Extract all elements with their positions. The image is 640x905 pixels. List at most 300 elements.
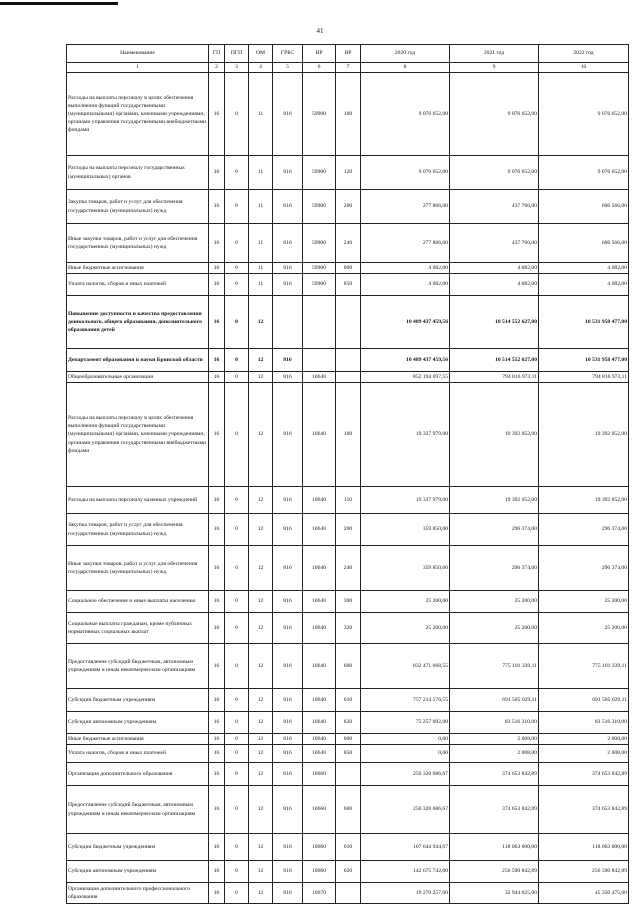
row-grbs: 816 <box>273 712 303 734</box>
row-om: 12 <box>249 834 273 861</box>
row-vr: 620 <box>336 712 361 734</box>
row-amount-2021: 2 008,00 <box>450 734 539 745</box>
row-name: Уплата налогов, сборов и иных платежей <box>67 274 209 296</box>
table-row <box>67 591 629 613</box>
row-np <box>303 296 336 349</box>
row-grbs: 816 <box>273 274 303 296</box>
row-amount-2020: 10 489 437 459,56 <box>361 349 450 372</box>
column-number: 2 <box>209 63 225 73</box>
row-gp: 16 <box>209 349 225 372</box>
row-om: 12 <box>249 514 273 546</box>
row-np: 59900 <box>303 156 336 190</box>
table-row <box>67 883 629 904</box>
row-gp: 16 <box>209 644 225 689</box>
column-number-row <box>67 63 629 73</box>
row-om: 12 <box>249 883 273 904</box>
table-row <box>67 613 629 644</box>
row-grbs: 816 <box>273 644 303 689</box>
row-np: 59900 <box>303 274 336 296</box>
row-gp: 16 <box>209 190 225 224</box>
row-amount-2021: 32 944 625,00 <box>450 883 539 904</box>
row-amount-2020: 250 320 686,67 <box>361 763 450 786</box>
row-name: Общеобразовательные организации <box>67 372 209 383</box>
header-2022: 2022 год <box>539 45 629 63</box>
row-om: 11 <box>249 274 273 296</box>
row-amount-2022: 118 063 000,00 <box>539 834 629 861</box>
row-gp: 16 <box>209 372 225 383</box>
row-grbs: 816 <box>273 263 303 274</box>
row-pgp: 0 <box>225 834 249 861</box>
header-pgp: ПГП <box>225 45 249 63</box>
column-number: 7 <box>336 63 361 73</box>
row-grbs: 816 <box>273 487 303 514</box>
row-amount-2022: 2 008,00 <box>539 734 629 745</box>
row-om: 12 <box>249 487 273 514</box>
row-grbs: 816 <box>273 190 303 224</box>
row-amount-2020: 25 200,00 <box>361 591 450 613</box>
row-pgp: 0 <box>225 861 249 883</box>
row-pgp: 0 <box>225 786 249 834</box>
row-om: 12 <box>249 786 273 834</box>
row-name: Расходы на выплаты персоналу казенных учреждений <box>67 487 209 514</box>
table-row <box>67 834 629 861</box>
row-np: 10640 <box>303 546 336 591</box>
row-vr: 800 <box>336 734 361 745</box>
row-amount-2020: 832 471 668,55 <box>361 644 450 689</box>
row-gp: 16 <box>209 383 225 487</box>
row-gp: 16 <box>209 274 225 296</box>
header-np: НР <box>303 45 336 63</box>
row-grbs: 816 <box>273 546 303 591</box>
row-np: 10670 <box>303 883 336 904</box>
row-amount-2022: 19 392 052,00 <box>539 487 629 514</box>
row-pgp: 0 <box>225 712 249 734</box>
row-amount-2022: 10 531 958 477,00 <box>539 349 629 372</box>
row-om: 12 <box>249 644 273 689</box>
row-amount-2021: 374 653 842,89 <box>450 763 539 786</box>
row-amount-2021: 9 076 652,00 <box>450 156 539 190</box>
row-vr: 240 <box>336 224 361 263</box>
row-vr: 850 <box>336 745 361 763</box>
row-pgp: 0 <box>225 224 249 263</box>
row-vr <box>336 372 361 383</box>
row-grbs: 816 <box>273 786 303 834</box>
table-row <box>67 786 629 834</box>
row-pgp: 0 <box>225 613 249 644</box>
row-np: 10640 <box>303 514 336 546</box>
row-name: Социальные выплаты гражданам, кроме публичных нормативных социальных выплат <box>67 613 209 644</box>
row-amount-2021: 691 585 029,11 <box>450 689 539 712</box>
row-gp: 16 <box>209 224 225 263</box>
header-vr: ВР <box>336 45 361 63</box>
row-amount-2022: 374 653 842,89 <box>539 763 629 786</box>
row-np: 59900 <box>303 263 336 274</box>
row-amount-2020: 19 337 979,00 <box>361 383 450 487</box>
row-om: 12 <box>249 372 273 383</box>
row-pgp: 0 <box>225 73 249 156</box>
row-om: 12 <box>249 613 273 644</box>
row-gp: 16 <box>209 834 225 861</box>
row-amount-2021: 2 008,00 <box>450 745 539 763</box>
row-amount-2021: 256 590 842,89 <box>450 861 539 883</box>
row-gp: 16 <box>209 883 225 904</box>
row-amount-2020: 19 337 979,00 <box>361 487 450 514</box>
row-pgp: 0 <box>225 591 249 613</box>
table-row <box>67 712 629 734</box>
row-pgp: 0 <box>225 296 249 349</box>
row-amount-2021: 9 076 652,00 <box>450 73 539 156</box>
row-om: 12 <box>249 734 273 745</box>
row-gp: 16 <box>209 613 225 644</box>
row-np: 10660 <box>303 861 336 883</box>
row-amount-2020: 9 076 652,00 <box>361 73 450 156</box>
table-row <box>67 644 629 689</box>
column-number: 6 <box>303 63 336 73</box>
row-gp: 16 <box>209 786 225 834</box>
row-amount-2022: 691 585 029,11 <box>539 689 629 712</box>
row-amount-2021: 775 101 339,11 <box>450 644 539 689</box>
row-name: Иные закупки товаров, работ и услуг для обеспечения государственных (муниципальных) нужд <box>67 224 209 263</box>
table-row <box>67 487 629 514</box>
row-om: 12 <box>249 296 273 349</box>
row-amount-2022: 606 566,00 <box>539 190 629 224</box>
row-gp: 16 <box>209 296 225 349</box>
row-np: 59900 <box>303 190 336 224</box>
row-om: 12 <box>249 763 273 786</box>
row-amount-2020: 852 194 697,55 <box>361 372 450 383</box>
row-grbs: 816 <box>273 861 303 883</box>
page-number: 41 <box>316 27 324 35</box>
row-vr: 320 <box>336 613 361 644</box>
row-amount-2020: 25 200,00 <box>361 613 450 644</box>
row-amount-2022: 606 566,00 <box>539 224 629 263</box>
row-gp: 16 <box>209 487 225 514</box>
row-pgp: 0 <box>225 734 249 745</box>
row-vr: 300 <box>336 591 361 613</box>
row-gp: 16 <box>209 712 225 734</box>
row-grbs: 816 <box>273 156 303 190</box>
row-amount-2021: 4 082,00 <box>450 274 539 296</box>
row-pgp: 0 <box>225 263 249 274</box>
row-np: 10640 <box>303 372 336 383</box>
row-amount-2022: 775 101 339,11 <box>539 644 629 689</box>
row-vr: 600 <box>336 644 361 689</box>
header-2020: 2020 год <box>361 45 450 63</box>
row-om: 12 <box>249 712 273 734</box>
row-om: 12 <box>249 689 273 712</box>
row-gp: 16 <box>209 514 225 546</box>
row-np: 10640 <box>303 689 336 712</box>
header-name: Наименование <box>67 45 209 63</box>
table-row <box>67 73 629 156</box>
table-row <box>67 383 629 487</box>
table-body <box>67 73 629 904</box>
row-name: Расходы на выплаты персоналу государственных (муниципальных) органов <box>67 156 209 190</box>
row-vr <box>336 763 361 786</box>
row-amount-2021: 25 200,00 <box>450 591 539 613</box>
row-np: 10660 <box>303 834 336 861</box>
row-np: 10640 <box>303 591 336 613</box>
row-amount-2021: 19 392 052,00 <box>450 487 539 514</box>
row-name: Иные бюджетные ассигнования <box>67 263 209 274</box>
row-amount-2021: 437 766,00 <box>450 190 539 224</box>
row-amount-2021: 118 063 000,00 <box>450 834 539 861</box>
row-amount-2020: 0,00 <box>361 734 450 745</box>
row-om: 11 <box>249 190 273 224</box>
budget-table <box>66 44 629 904</box>
table-row <box>67 372 629 383</box>
row-pgp: 0 <box>225 745 249 763</box>
row-amount-2020: 359 850,00 <box>361 514 450 546</box>
header-row <box>67 45 629 63</box>
column-number: 9 <box>450 63 539 73</box>
row-vr: 100 <box>336 73 361 156</box>
row-np: 10640 <box>303 712 336 734</box>
row-amount-2022: 10 531 958 477,00 <box>539 296 629 349</box>
row-amount-2020: 107 644 944,67 <box>361 834 450 861</box>
column-number: 10 <box>539 63 629 73</box>
row-pgp: 0 <box>225 156 249 190</box>
table-row <box>67 190 629 224</box>
row-grbs: 816 <box>273 734 303 745</box>
row-amount-2020: 75 257 092,00 <box>361 712 450 734</box>
row-vr: 240 <box>336 546 361 591</box>
row-name: Закупка товаров, работ и услуг для обеспечения государственных (муниципальных) нужд <box>67 514 209 546</box>
row-amount-2022: 256 590 842,89 <box>539 861 629 883</box>
row-amount-2021: 4 082,00 <box>450 263 539 274</box>
column-number: 1 <box>67 63 209 73</box>
row-grbs <box>273 296 303 349</box>
table-row <box>67 546 629 591</box>
row-grbs: 816 <box>273 689 303 712</box>
row-amount-2020: 142 675 742,00 <box>361 861 450 883</box>
table-row <box>67 263 629 274</box>
row-name: Организация дополнительного профессионального образования <box>67 883 209 904</box>
row-amount-2022: 794 816 973,11 <box>539 372 629 383</box>
row-amount-2021: 25 200,00 <box>450 613 539 644</box>
row-amount-2022: 45 350 475,00 <box>539 883 629 904</box>
row-vr: 610 <box>336 689 361 712</box>
row-name: Социальное обеспечение и иные выплаты населению <box>67 591 209 613</box>
row-om: 11 <box>249 263 273 274</box>
row-amount-2020: 359 850,00 <box>361 546 450 591</box>
row-pgp: 0 <box>225 546 249 591</box>
row-amount-2022: 4 082,00 <box>539 274 629 296</box>
row-np: 10640 <box>303 734 336 745</box>
row-pgp: 0 <box>225 190 249 224</box>
row-amount-2022: 374 653 842,89 <box>539 786 629 834</box>
row-name: Иные бюджетные ассигнования <box>67 734 209 745</box>
row-amount-2022: 296 374,00 <box>539 546 629 591</box>
row-amount-2022: 296 374,00 <box>539 514 629 546</box>
row-om: 12 <box>249 383 273 487</box>
row-grbs: 816 <box>273 613 303 644</box>
row-amount-2022: 25 200,00 <box>539 613 629 644</box>
row-grbs: 816 <box>273 591 303 613</box>
row-amount-2021: 83 516 310,00 <box>450 712 539 734</box>
row-np: 10640 <box>303 644 336 689</box>
row-grbs: 816 <box>273 383 303 487</box>
table-row <box>67 224 629 263</box>
table-row <box>67 861 629 883</box>
row-gp: 16 <box>209 689 225 712</box>
row-vr: 200 <box>336 190 361 224</box>
row-name: Закупка товаров, работ и услуг для обеспечения государственных (муниципальных) нужд <box>67 190 209 224</box>
row-amount-2022: 25 200,00 <box>539 591 629 613</box>
row-pgp: 0 <box>225 487 249 514</box>
row-amount-2020: 277 866,00 <box>361 224 450 263</box>
row-gp: 16 <box>209 763 225 786</box>
row-gp: 16 <box>209 546 225 591</box>
column-number: 3 <box>225 63 249 73</box>
row-grbs: 816 <box>273 763 303 786</box>
row-np: 59900 <box>303 73 336 156</box>
row-gp: 16 <box>209 745 225 763</box>
row-vr: 800 <box>336 263 361 274</box>
row-vr: 110 <box>336 487 361 514</box>
row-amount-2022: 4 082,00 <box>539 263 629 274</box>
row-name: Организация дополнительного образования <box>67 763 209 786</box>
row-amount-2022: 83 516 310,00 <box>539 712 629 734</box>
row-vr: 200 <box>336 514 361 546</box>
table-row <box>67 296 629 349</box>
table-row <box>67 689 629 712</box>
row-pgp: 0 <box>225 274 249 296</box>
row-pgp: 0 <box>225 349 249 372</box>
row-amount-2020: 0,00 <box>361 745 450 763</box>
row-np <box>303 349 336 372</box>
row-gp: 16 <box>209 263 225 274</box>
row-vr: 120 <box>336 156 361 190</box>
row-gp: 16 <box>209 861 225 883</box>
row-pgp: 0 <box>225 763 249 786</box>
table-row <box>67 734 629 745</box>
row-np: 10640 <box>303 613 336 644</box>
row-name: Иные закупки товаров, работ и услуг для обеспечения государственных (муниципальных) нужд <box>67 546 209 591</box>
header-gp: ГП <box>209 45 225 63</box>
table-row <box>67 745 629 763</box>
row-grbs: 816 <box>273 224 303 263</box>
row-amount-2021: 374 653 842,89 <box>450 786 539 834</box>
row-amount-2022: 9 076 652,00 <box>539 73 629 156</box>
row-vr <box>336 349 361 372</box>
row-np: 10640 <box>303 487 336 514</box>
row-amount-2020: 4 082,00 <box>361 274 450 296</box>
row-amount-2020: 9 076 652,00 <box>361 156 450 190</box>
row-grbs: 816 <box>273 372 303 383</box>
row-np: 10640 <box>303 745 336 763</box>
row-gp: 16 <box>209 591 225 613</box>
row-om: 12 <box>249 546 273 591</box>
column-number: 5 <box>273 63 303 73</box>
row-amount-2020: 277 866,00 <box>361 190 450 224</box>
row-np: 10660 <box>303 763 336 786</box>
row-name: Департамент образования и науки Брянской области <box>67 349 209 372</box>
row-grbs: 816 <box>273 73 303 156</box>
row-name: Субсидии бюджетным учреждениям <box>67 689 209 712</box>
row-amount-2020: 4 082,00 <box>361 263 450 274</box>
row-name: Субсидии бюджетным учреждениям <box>67 834 209 861</box>
row-gp: 16 <box>209 734 225 745</box>
row-grbs: 816 <box>273 883 303 904</box>
row-gp: 16 <box>209 73 225 156</box>
row-pgp: 0 <box>225 372 249 383</box>
row-om: 12 <box>249 745 273 763</box>
row-amount-2021: 10 514 552 627,00 <box>450 349 539 372</box>
row-vr: 610 <box>336 834 361 861</box>
row-amount-2021: 19 392 052,00 <box>450 383 539 487</box>
row-vr: 600 <box>336 786 361 834</box>
header-om: ОМ <box>249 45 273 63</box>
row-amount-2021: 10 514 552 627,00 <box>450 296 539 349</box>
row-amount-2021: 296 374,00 <box>450 546 539 591</box>
row-name: Уплата налогов, сборов и иных платежей <box>67 745 209 763</box>
row-pgp: 0 <box>225 514 249 546</box>
scan-top-line <box>0 2 118 5</box>
row-amount-2020: 757 214 576,55 <box>361 689 450 712</box>
row-pgp: 0 <box>225 383 249 487</box>
row-amount-2022: 9 076 652,00 <box>539 156 629 190</box>
header-2021: 2021 год <box>450 45 539 63</box>
table-row <box>67 514 629 546</box>
row-om: 12 <box>249 591 273 613</box>
row-grbs: 816 <box>273 514 303 546</box>
row-om: 11 <box>249 156 273 190</box>
row-amount-2020: 10 489 437 459,56 <box>361 296 450 349</box>
row-amount-2022: 19 392 052,00 <box>539 383 629 487</box>
row-np: 59900 <box>303 224 336 263</box>
row-om: 12 <box>249 349 273 372</box>
table-row <box>67 349 629 372</box>
row-grbs: 816 <box>273 834 303 861</box>
row-name: Субсидии автономным учреждениям <box>67 712 209 734</box>
row-name: Расходы на выплаты персоналу в целях обеспечения выполнения функций государственными (муниципальными) органами, казенными учреждениями, органами управления государственными внебюджетными фондами <box>67 383 209 487</box>
row-om: 11 <box>249 224 273 263</box>
row-amount-2020: 19 270 257,00 <box>361 883 450 904</box>
table-row <box>67 274 629 296</box>
row-amount-2021: 296 374,00 <box>450 514 539 546</box>
row-amount-2021: 794 816 973,11 <box>450 372 539 383</box>
row-om: 11 <box>249 73 273 156</box>
row-grbs: 816 <box>273 349 303 372</box>
row-np: 10640 <box>303 383 336 487</box>
row-pgp: 0 <box>225 883 249 904</box>
row-vr: 100 <box>336 383 361 487</box>
column-number: 4 <box>249 63 273 73</box>
table-row <box>67 763 629 786</box>
row-vr <box>336 296 361 349</box>
row-gp: 16 <box>209 156 225 190</box>
row-name: Повышение доступности и качества предоставления дошкольного, общего образования, дополнительного образования детей <box>67 296 209 349</box>
row-om: 12 <box>249 861 273 883</box>
row-amount-2020: 250 320 686,67 <box>361 786 450 834</box>
row-name: Расходы на выплаты персоналу в целях обеспечения выполнения функций государственными (муниципальными) органами, казенными учреждениями, органами управления государственными внебюджетными фондами <box>67 73 209 156</box>
row-name: Субсидии автономным учреждениям <box>67 861 209 883</box>
row-np: 10660 <box>303 786 336 834</box>
table-row <box>67 156 629 190</box>
row-grbs: 816 <box>273 745 303 763</box>
row-amount-2022: 2 008,00 <box>539 745 629 763</box>
row-vr: 850 <box>336 274 361 296</box>
row-pgp: 0 <box>225 689 249 712</box>
row-vr <box>336 883 361 904</box>
row-pgp: 0 <box>225 644 249 689</box>
row-name: Предоставление субсидий бюджетным, автономным учреждениям и иным некоммерческим организациям <box>67 644 209 689</box>
row-vr: 620 <box>336 861 361 883</box>
column-number: 8 <box>361 63 450 73</box>
row-amount-2021: 437 766,00 <box>450 224 539 263</box>
header-grbs: ГРБС <box>273 45 303 63</box>
